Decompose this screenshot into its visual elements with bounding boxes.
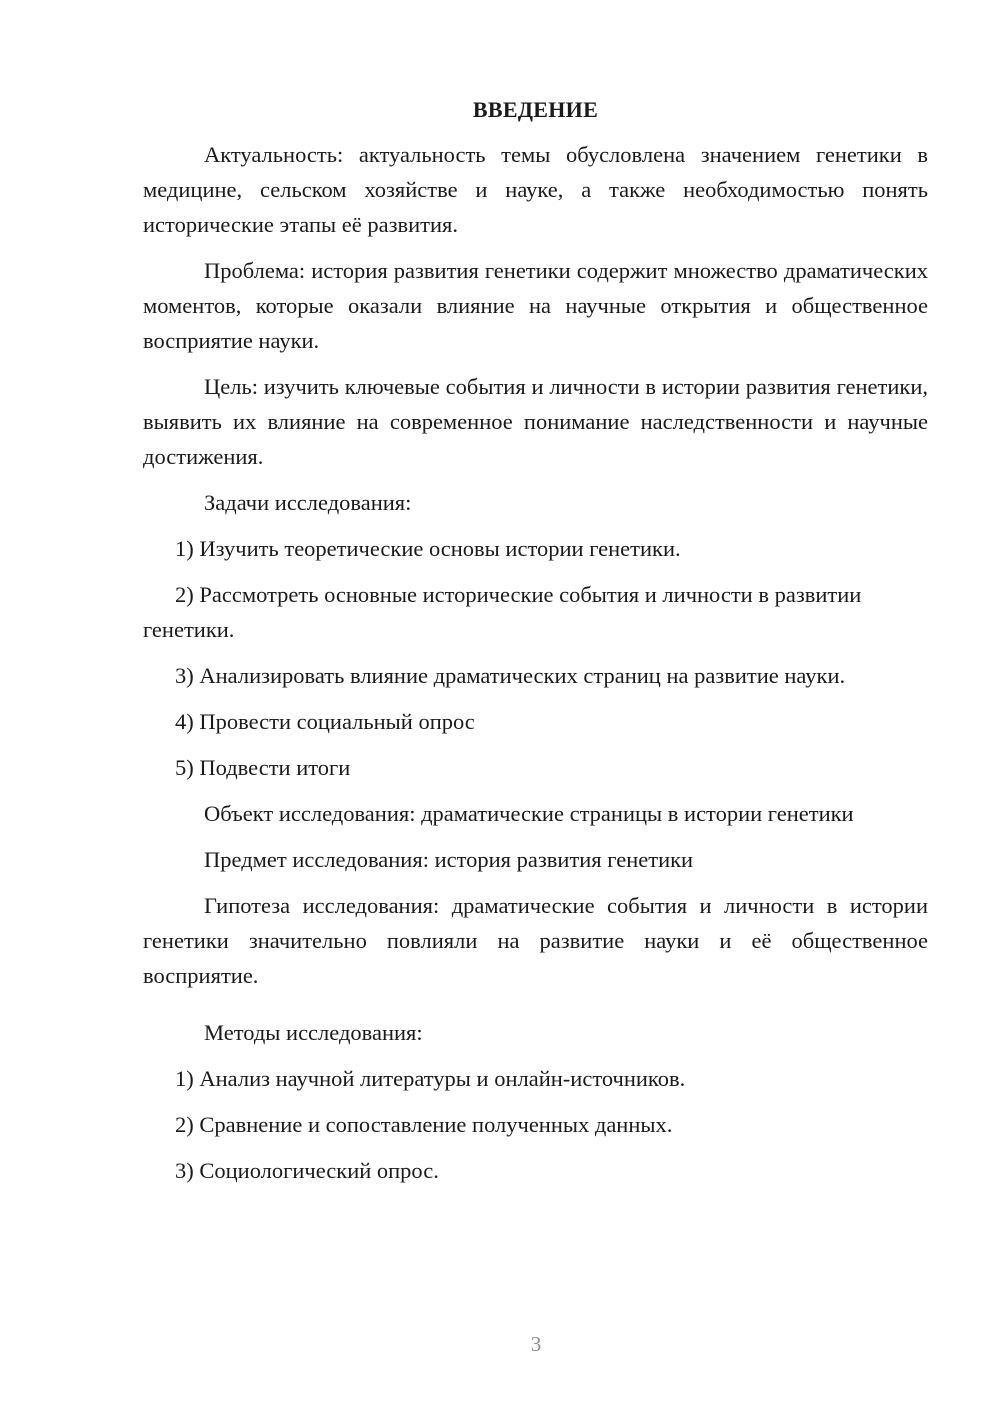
task-item: 5) Подвести итоги: [175, 755, 351, 780]
method-item: 3) Социологический опрос.: [175, 1158, 439, 1183]
section-title: ВВЕДЕНИЕ: [472, 97, 599, 122]
task-item: 2) Рассмотреть основные исторические события и личности в развитии генетики.: [143, 582, 862, 642]
page-number: 3: [530, 1332, 542, 1356]
problem-paragraph: Проблема: история развития генетики содержит множество драматических моментов, которые оказали влияние на научные открытия и общественное восприятие науки.: [143, 258, 928, 353]
task-item: 1) Изучить теоретические основы истории генетики.: [175, 536, 681, 561]
tasks-heading: Задачи исследования:: [204, 490, 412, 515]
actuality-paragraph: Актуальность: актуальность темы обусловлена значением генетики в медицине, сельском хозяйстве и науке, а также необходимостью понять исторические этапы её развития.: [143, 142, 928, 237]
method-item: 1) Анализ научной литературы и онлайн-источников.: [175, 1066, 686, 1091]
object-paragraph: Объект исследования: драматические страницы в истории генетики: [204, 801, 854, 826]
methods-heading: Методы исследования:: [204, 1020, 423, 1045]
subject-paragraph: Предмет исследования: история развития генетики: [204, 847, 694, 872]
page-content: [143, 92, 928, 1199]
method-item: 2) Сравнение и сопоставление полученных данных.: [175, 1112, 673, 1137]
hypothesis-paragraph: Гипотеза исследования: драматические события и личности в истории генетики значительно повлияли на развитие науки и её общественное восприятие.: [143, 893, 928, 988]
goal-paragraph: Цель: изучить ключевые события и личности в истории развития генетики, выявить их влияние на современное понимание наследственности и научные достижения.: [143, 374, 928, 469]
task-item: 4) Провести социальный опрос: [175, 709, 475, 734]
task-item: 3) Анализировать влияние драматических страниц на развитие науки.: [175, 663, 846, 688]
